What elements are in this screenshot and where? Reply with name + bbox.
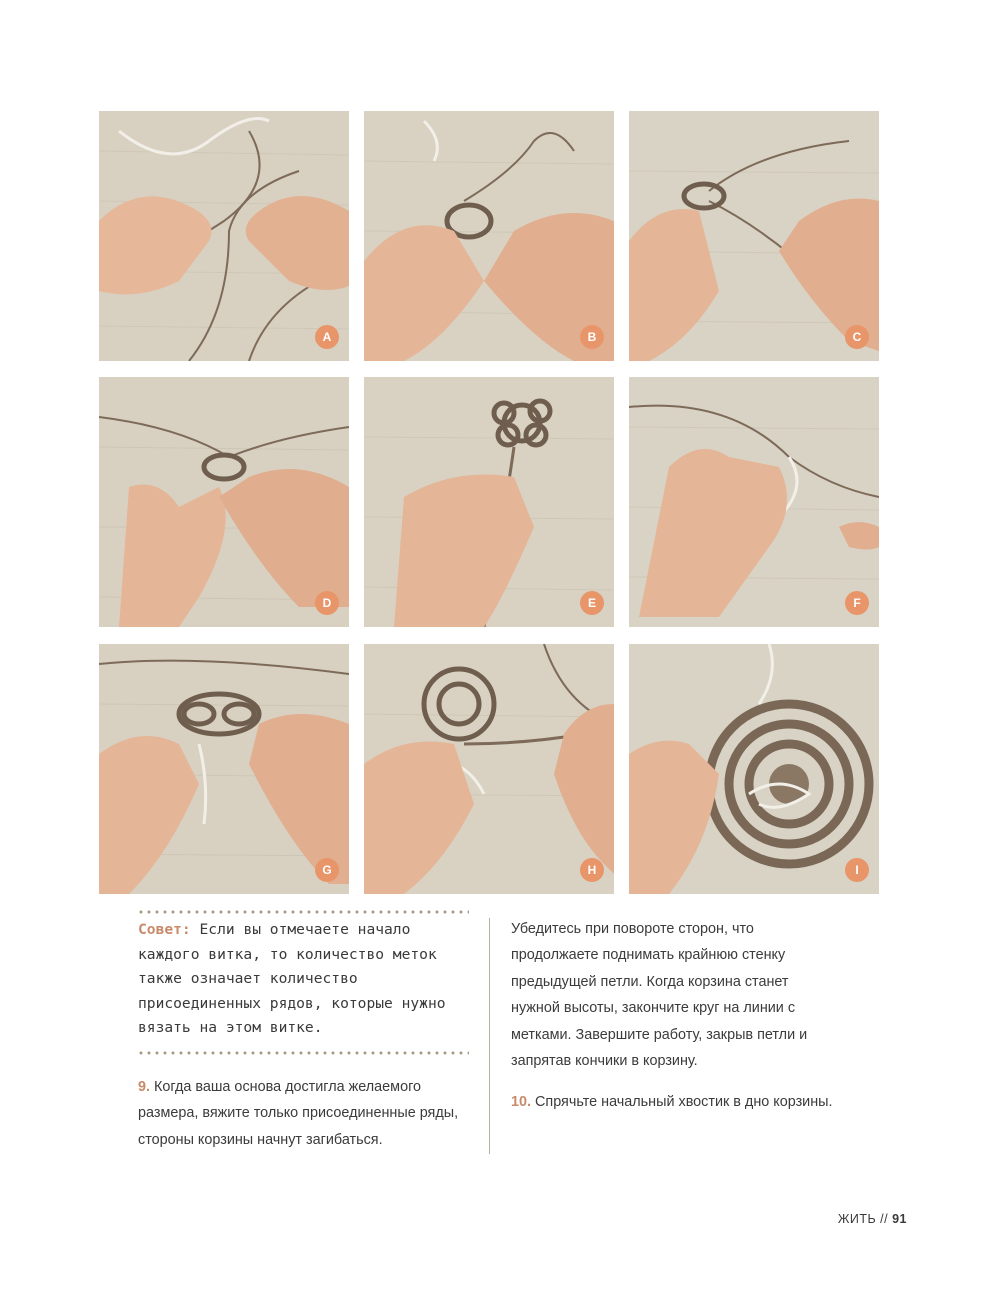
- tip-box: [138, 918, 478, 1041]
- photo-grid: [99, 111, 880, 894]
- photo-h-label: H: [580, 858, 604, 882]
- photo-b: [364, 111, 614, 361]
- step-9-text: Когда ваша основа достигла желаемого размера, вяжите только присоединенные ряды, стороны корзины начнут загибаться.: [138, 1079, 459, 1148]
- photo-e-label: E: [580, 591, 604, 615]
- photo-f-image: [629, 377, 879, 627]
- photo-i-image: [629, 644, 879, 894]
- continuation-text: Убедитесь при повороте сторон, что продолжаете поднимать крайнюю стенку предыдущей петли. Когда корзина станет нужной высоты, закончите круг на линии с метками. Завершите работу, закрыв петли и запрятав кончики в корзину.: [511, 921, 808, 1070]
- tip-text: Если вы отмечаете начало каждого витка, то количество меток также означает количество присоединенных рядов, которые нужно вязать на этом витке.: [138, 921, 446, 1037]
- photo-e-image: [364, 377, 614, 627]
- photo-i-label: I: [845, 858, 869, 882]
- column-divider: [489, 918, 490, 1154]
- photo-h-image: [364, 644, 614, 894]
- step-10-text: Спрячьте начальный хвостик в дно корзины.: [535, 1094, 833, 1110]
- step-10-number: 10.: [511, 1094, 532, 1110]
- photo-c-image: [629, 111, 879, 361]
- page-footer: [838, 1212, 907, 1226]
- photo-f-label: F: [845, 591, 869, 615]
- photo-g-image: [99, 644, 349, 894]
- footer-section: ЖИТЬ //: [837, 1212, 889, 1226]
- photo-c-label: C: [845, 325, 869, 349]
- photo-b-label: B: [580, 325, 604, 349]
- step-10: [511, 1089, 841, 1115]
- photo-d-image: [99, 377, 349, 627]
- tip-label: Совет:: [138, 921, 191, 938]
- photo-d-label: D: [315, 591, 339, 615]
- photo-a-image: [99, 111, 349, 361]
- step-9-number: 9.: [138, 1079, 151, 1095]
- photo-b-image: [364, 111, 614, 361]
- photo-a: [99, 111, 349, 361]
- tip-bottom-divider: [137, 1051, 469, 1055]
- photo-a-label: A: [315, 325, 339, 349]
- photo-g: [99, 644, 349, 894]
- step-9: [138, 1074, 474, 1153]
- photo-g-label: G: [315, 858, 339, 882]
- photo-d: [99, 377, 349, 627]
- photo-c: [629, 111, 879, 361]
- photo-e: [364, 377, 614, 627]
- photo-f: [629, 377, 879, 627]
- tip-top-divider: [137, 910, 469, 914]
- page-number: 91: [892, 1212, 907, 1226]
- photo-i: [629, 644, 879, 894]
- photo-h: [364, 644, 614, 894]
